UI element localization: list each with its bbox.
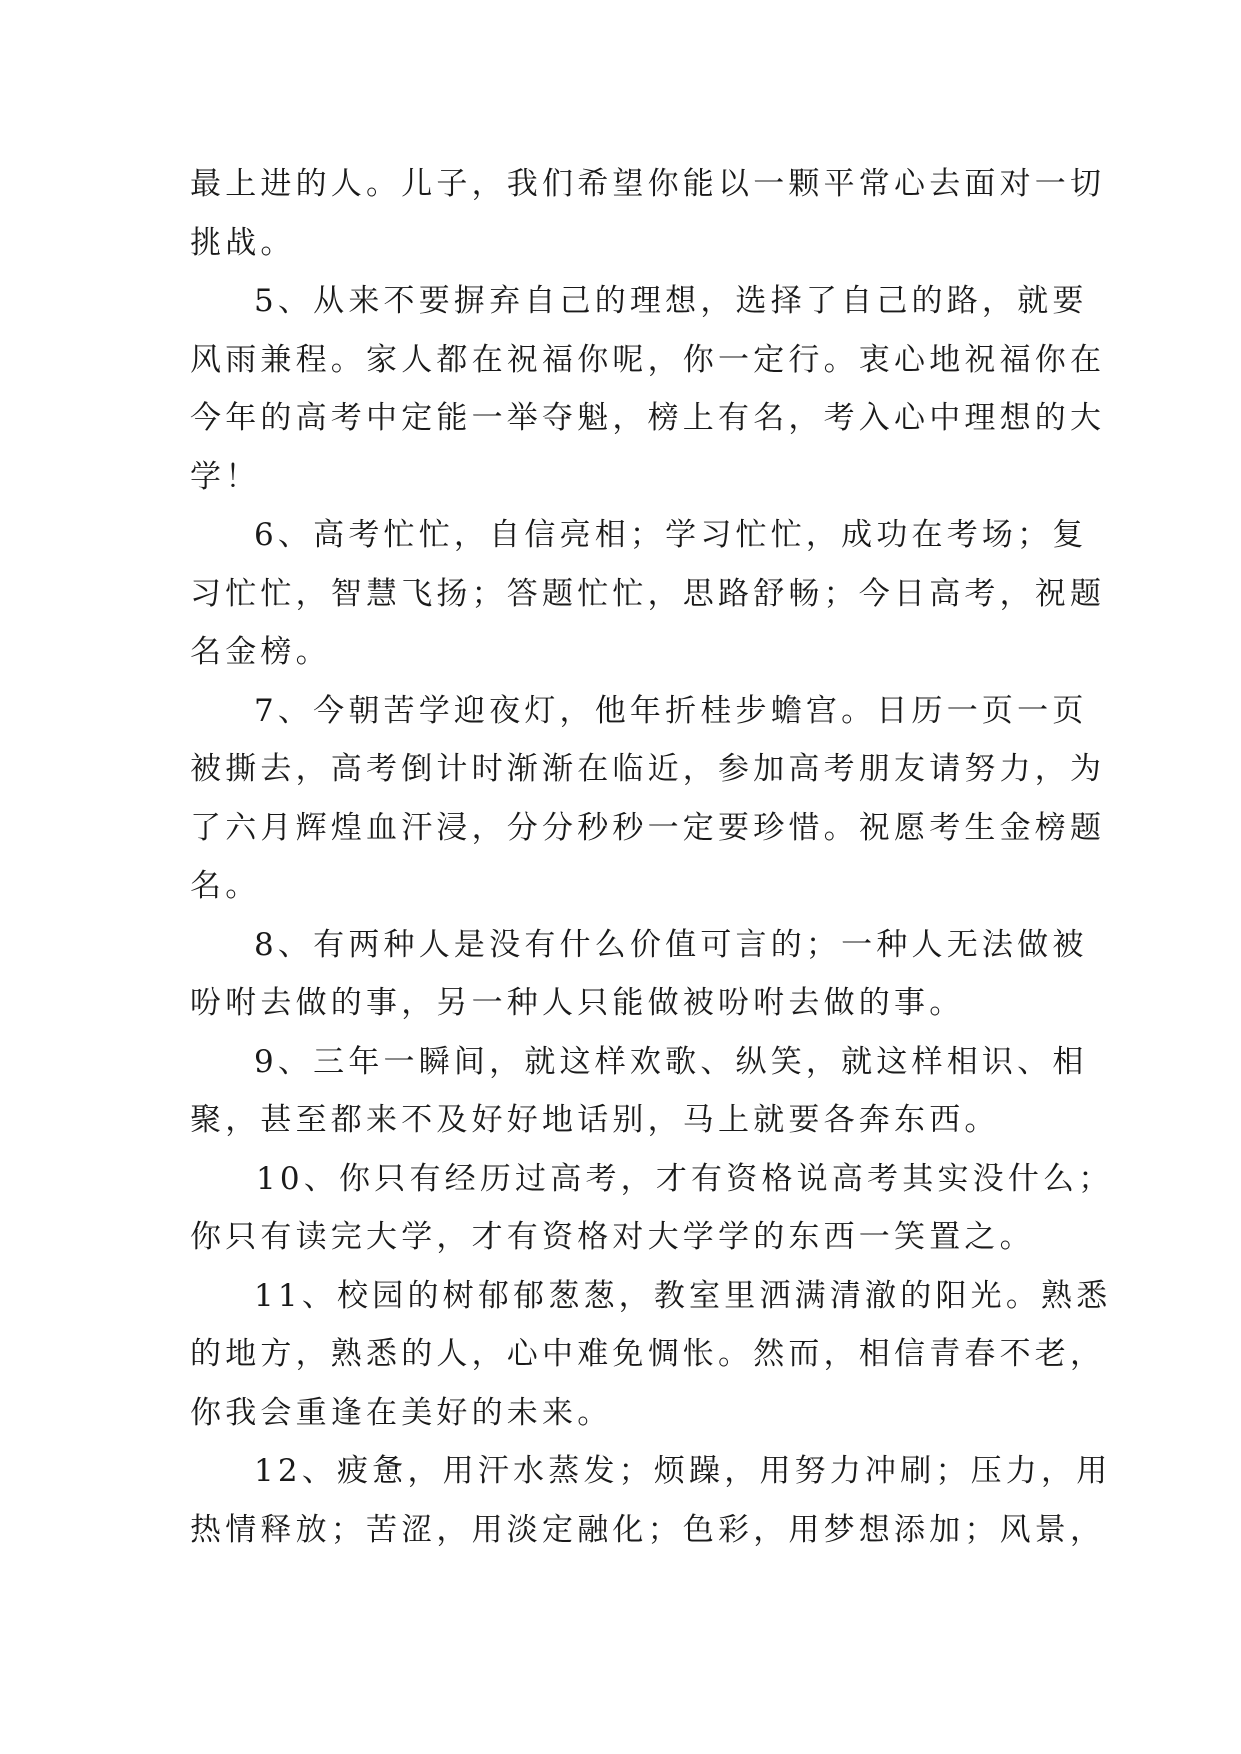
text-line: 7、今朝苦学迎夜灯，他年折桂步蟾宫。日历一页一页 bbox=[254, 692, 1088, 729]
text-line: 5、从来不要摒弃自己的理想，选择了自己的路，就要 bbox=[254, 283, 1088, 319]
text-line: 热情释放；苦涩，用淡定融化；色彩，用梦想添加；风景， bbox=[190, 1511, 1106, 1548]
paragraph-11 bbox=[190, 1267, 1112, 1443]
document-body bbox=[190, 155, 1114, 1559]
paragraph-7 bbox=[190, 682, 1106, 916]
text-line: 你我会重逢在美好的未来。 bbox=[190, 1394, 613, 1431]
text-line: 学！ bbox=[190, 458, 261, 495]
text-line: 最上进的人。儿子，我们希望你能以一颗平常心去面对一切 bbox=[190, 166, 1106, 202]
paragraph-6 bbox=[190, 506, 1106, 682]
paragraph-9 bbox=[190, 1033, 1088, 1150]
text-line: 10、你只有经历过高考，才有资格说高考其实没什么； bbox=[256, 1160, 1114, 1197]
text-line: 名金榜。 bbox=[190, 634, 331, 670]
text-line: 的地方，熟悉的人，心中难免惆怅。然而，相信青春不老， bbox=[190, 1336, 1106, 1372]
paragraph-4-continuation bbox=[190, 155, 1106, 272]
text-line: 名。 bbox=[190, 868, 261, 904]
text-line: 12、疲惫，用汗水蒸发；烦躁，用努力冲刷；压力，用 bbox=[254, 1453, 1112, 1489]
paragraph-12 bbox=[190, 1442, 1112, 1559]
paragraph-10 bbox=[190, 1150, 1114, 1267]
text-line: 聚，甚至都来不及好好地话别，马上就要各奔东西。 bbox=[190, 1102, 1000, 1138]
paragraph-5 bbox=[190, 272, 1106, 506]
text-line: 9、三年一瞬间，就这样欢歌、纵笑，就这样相识、相 bbox=[254, 1043, 1088, 1080]
text-line: 6、高考忙忙，自信亮相；学习忙忙，成功在考场；复 bbox=[254, 517, 1088, 553]
text-line: 今年的高考中定能一举夺魁，榜上有名，考入心中理想的大 bbox=[190, 400, 1106, 436]
text-line: 挑战。 bbox=[190, 224, 296, 261]
text-line: 吩咐去做的事，另一种人只能做被吩咐去做的事。 bbox=[190, 985, 965, 1021]
text-line: 了六月辉煌血汗浸，分分秒秒一定要珍惜。祝愿考生金榜题 bbox=[190, 809, 1106, 846]
text-line: 习忙忙，智慧飞扬；答题忙忙，思路舒畅；今日高考，祝题 bbox=[190, 575, 1106, 612]
text-line: 11、校园的树郁郁葱葱，教室里洒满清澈的阳光。熟悉 bbox=[254, 1277, 1112, 1314]
text-line: 被撕去，高考倒计时渐渐在临近，参加高考朋友请努力，为 bbox=[190, 751, 1106, 787]
text-line: 8、有两种人是没有什么价值可言的；一种人无法做被 bbox=[254, 926, 1088, 963]
paragraph-8 bbox=[190, 916, 1088, 1033]
text-line: 你只有读完大学，才有资格对大学学的东西一笑置之。 bbox=[190, 1219, 1035, 1255]
text-line: 风雨兼程。家人都在祝福你呢，你一定行。衷心地祝福你在 bbox=[190, 341, 1106, 378]
